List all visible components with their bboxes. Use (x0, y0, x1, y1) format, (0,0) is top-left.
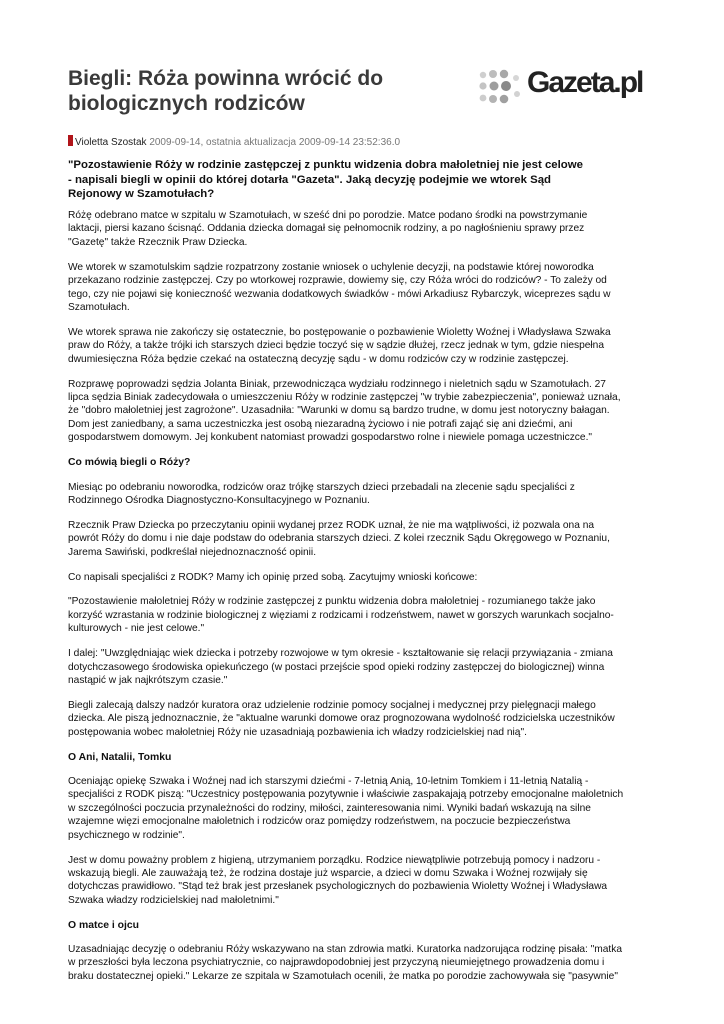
article-paragraph: Różę odebrano matce w szpitalu w Szamotułach, w sześć dni po porodzie. Matce podano środki na powstrzymanie laktacji, piersi kazano ścisnąć. Oddania dziecka domagał się pełnomocnik rodziny, a po nagłośnieniu sprawy przez "Gazetę" także Rzecznik Praw Dziecka. (68, 210, 588, 248)
article-paragraph: Oceniając opiekę Szwaka i Woźnej nad ich starszymi dziećmi - 7-letnią Anią, 10-letnim Tomkiem i 11-letnią Natalią - specjaliści z RODK piszą: "Uczestnicy postępowania pozytywnie i właściwie zaspakajają potrzeby emocjonalne małoletnich w szczególności poczucia przynależności do rodziny, miłości, zainteresowania nimi. Wyniki badań wskazują na silne wzajemne więzi emocjonalne małoletnich i rodziców oraz pomiędzy rodzeństwem, na poczucie bezpieczeństwa psychicznego w rodzinie". (68, 776, 624, 841)
article-paragraph: We wtorek sprawa nie zakończy się ostatecznie, bo postępowanie o pozbawienie Wioletty Woźnej i Władysława Szwaka praw do Róży, a także trójki ich starszych dzieci będzie toczyć się w sądzie dłużej, rzecz jednak w tym, gdzie niespełna dwumiesięczna Róża będzie czekać na ostateczną decyzję sądu - w domu rodziców czy w rodzinie zastępczej. (68, 326, 611, 365)
article-paragraph: Jest w domu poważny problem z higieną, utrzymaniem porządku. Rodzice niewątpliwie potrzebują pomocy i nadzoru - wskazują biegli. Ale zauważają też, że rodzina dostaje już wsparcie, a dzieci w domu Szwaka i Woźnej rozwijały się dotychczas prawidłowo. "Stąd też brak jest przesłanek psychologicznych do pozbawienia Wioletty Woźnej i Władysława Szwaka władzy rodzicielskiej nad małoletnimi." (68, 854, 608, 906)
article-paragraph: Biegli zalecają dalszy nadzór kuratora oraz udzielenie rodzinie pomocy socjalnej i medycznej przy pielęgnacji małego dziecka. Ale piszą jednoznacznie, że "aktualne warunki domowe oraz prognozowana wydolność rodzicielska uczestników postępowania wobec małoletniej Róży nie uzasadniają pozbawienia ich władzy rodzicielskiej nad nią". (68, 699, 615, 738)
section-heading: Co mówią biegli o Róży? (68, 457, 191, 469)
article-paragraph: I dalej: "Uwzględniając wiek dziecka i potrzeby rozwojowe w tym okresie - kształtowanie się relacji przywiązania - zmiana dotychczasowego środowiska opiekuńczego (w postaci przejście spod opieki rodziny zastępczej do biologicznej) winna nastąpić w jak najkrótszym czasie." (68, 648, 613, 686)
accent-bar-icon (68, 135, 73, 146)
article-lead: "Pozostawienie Róży w rodzinie zastępczej z punktu widzenia dobra małoletniej nie jest celowe - napisali biegli w opinii do której dotarła "Gazeta". Jaką decyzję podejmie we wtorek Sąd Rejonowy w Szamotułach? (68, 159, 583, 201)
section-heading: O Ani, Natalii, Tomku (68, 751, 172, 763)
article-date: 2009-09-14, ostatnia aktualizacja 2009-09-14 23:52:36.0 (149, 137, 401, 148)
article-paragraph: Rozprawę poprowadzi sędzia Jolanta Biniak, przewodnicząca wydziału rodzinnego i nieletnich sądu w Szamotułach. 27 lipca sędzia Biniak zadecydowała o umieszczeniu Róży w rodzinie zastępczej "w trybie zabezpieczenia", ponieważ uznała, że "dobro małoletniej jest zagrożone". Uzasadniła: "Warunki w domu są bardzo trudne, w domu jest notoryczny bałagan. Dom jest zaniedbany, a sama uczestniczka jest osobą niezaradną życiowo i nie potrafi zająć się ani dziećmi, ani gospodarstwem domowym. Jej konkubent natomiast prowadzi gospodarstwo rolne i niewiele pomaga uczestniczce." (68, 378, 621, 444)
article-paragraph: Miesiąc po odebraniu noworodka, rodziców oraz trójkę starszych dzieci przebadali na zlecenie sądu specjaliści z Rodzinnego Ośrodka Diagnostyczno-Konsultacyjnego w Poznaniu. (68, 481, 575, 506)
article-page (68, 0, 658, 1024)
article-body (68, 209, 658, 995)
logo-wordmark: Gazeta.pl (527, 66, 643, 99)
article-paragraph: Rzecznik Praw Dziecka po przeczytaniu opinii wydanej przez RODK uznał, że nie ma wątpliwości, iż pozwala ona na powrót Róży do domu i nie daje podstaw do odebrania starszych dzieci. Z kolei rzecznik Sądu Okręgowego w Poznaniu, Jarema Sawiński, podkreślał niejednoznaczność opinii. (68, 519, 610, 558)
article-title: Biegli: Róża powinna wrócić do biologicznych rodziców (68, 67, 384, 115)
logo-dots-icon (477, 69, 525, 109)
article-meta (68, 135, 400, 149)
article-author[interactable]: Violetta Szostak (75, 137, 147, 148)
article-paragraph: "Pozostawienie małoletniej Róży w rodzinie zastępczej z punktu widzenia dobra małoletniej - rozumianego także jako korzyść wzrastania w rodzinie biologicznej z więziami z rodzicami i rodzeństwem, nawet w gorszych warunkach socjalno- kulturowych - nie jest celowe." (68, 596, 614, 635)
article-paragraph: Uzasadniając decyzję o odebraniu Róży wskazywano na stan zdrowia matki. Kuratorka nadzorująca rodzinę pisała: "matka w przeszłości była leczona psychiatrycznie, co najprawdopodobniej jest przyczyną nieumiejętnego prowadzenia domu i braku dostatecznej opieki." Lekarze ze szpitala w Szamotułach ocenili, że matka po porodzie zachowywała się "pasywnie" (68, 944, 623, 982)
article-paragraph: We wtorek w szamotulskim sądzie rozpatrzony zostanie wniosek o uchylenie decyzji, na podstawie której noworodka przekazano rodzinie zastępczej. Czy po wtorkowej rozprawie, dowiemy się, czy Róża wróci do rodziców? - To zależy od tego, czy nie pojawi się konieczność wezwania dodatkowych świadków - mówi Arkadiusz Rybarczyk, wiceprezes sądu w Szamotułach. (68, 261, 611, 313)
gazeta-logo[interactable] (477, 66, 658, 114)
article-paragraph: Co napisali specjaliści z RODK? Mamy ich opinię przed sobą. Zacytujmy wnioski końcowe: (68, 571, 478, 583)
section-heading: O matce i ojcu (68, 919, 140, 931)
